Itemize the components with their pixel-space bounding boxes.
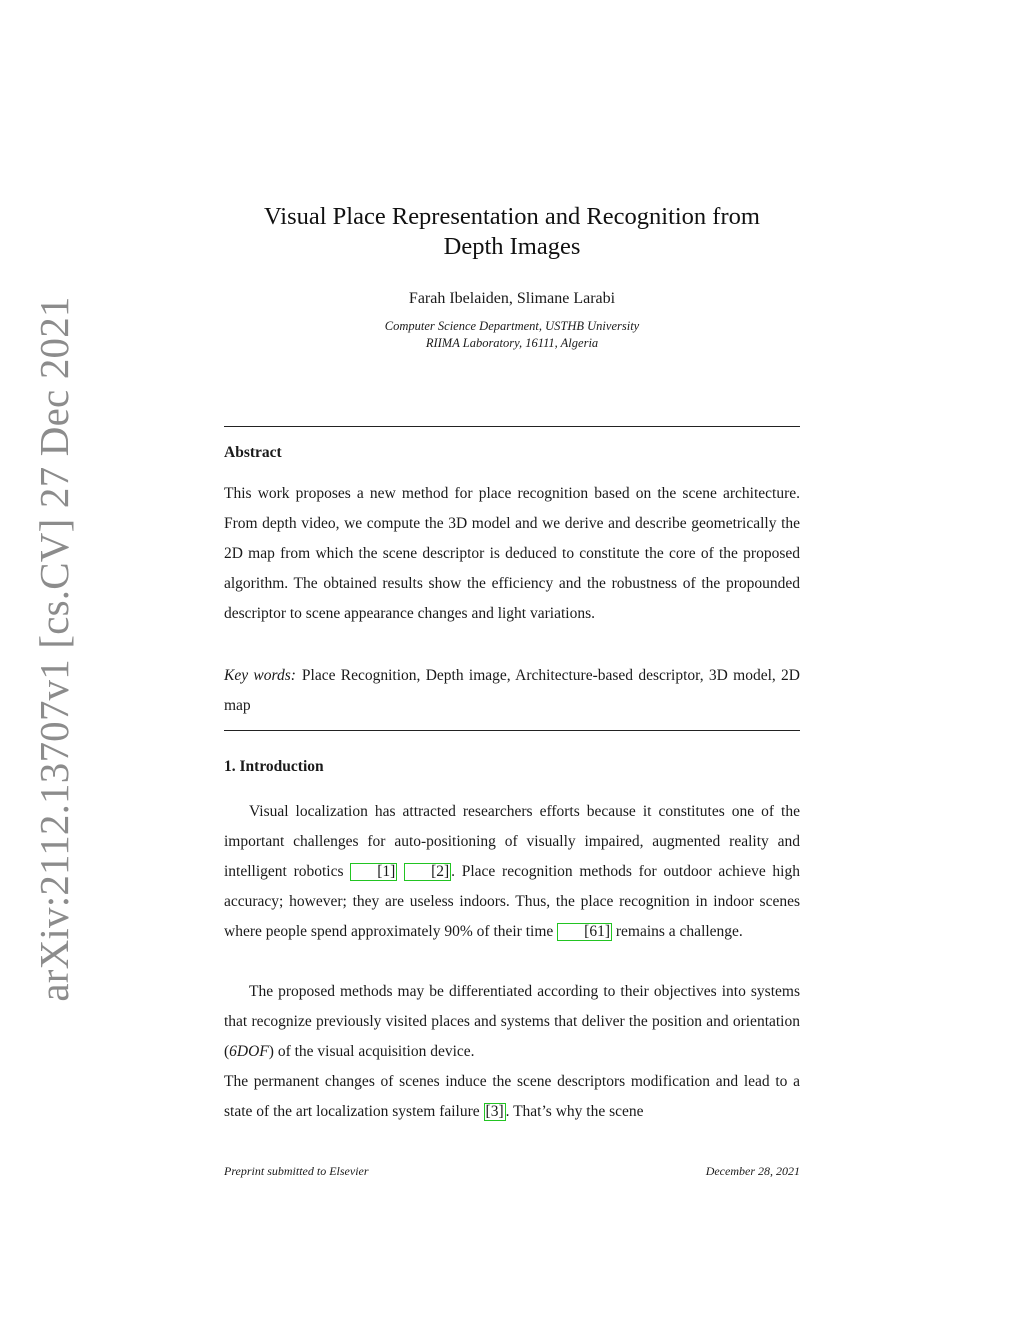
abstract-text: This work proposes a new method for place recognition based on the scene architecture. From depth video, we compute the 3D model and we derive and describe geometrically the 2D map from which the scene descriptor is deduced to constitute the core of the proposed algorithm. The obtained results show the efficiency and the robustness of the propounded descriptor to scene appearance changes and light variations. <box>224 485 800 622</box>
intro-p2-text-a: The proposed methods may be differentiated according to their objectives into systems that recognize previously visited places and systems that deliver the position and orientation ( <box>224 983 800 1060</box>
abstract-heading: Abstract <box>224 444 282 461</box>
intro-paragraph-1 <box>224 797 800 947</box>
footer-preprint-note: Preprint submitted to Elsevier <box>224 1164 369 1178</box>
abstract-top-rule <box>224 426 800 427</box>
intro-p1-text-d: remains a challenge. <box>611 923 743 940</box>
keywords-list: Place Recognition, Depth image, Architecture-based descriptor, 3D model, 2D map <box>224 667 801 714</box>
footer-date: December 28, 2021 <box>705 1164 800 1178</box>
intro-p1-text-b <box>397 863 404 880</box>
intro-paragraph-3 <box>224 1067 800 1127</box>
intro-p3-text-a: The permanent changes of scenes induce the scene descriptors modification and lead to a state of the art localization system failure <box>224 1073 800 1120</box>
arxiv-identifier-stamp <box>24 296 84 1002</box>
intro-paragraph-2 <box>224 977 800 1067</box>
citation-link[interactable]: [3] <box>485 1103 504 1120</box>
citation-link[interactable]: [1] <box>350 863 397 881</box>
keywords-label: Key words: <box>224 667 296 684</box>
title-line-2: Depth Images <box>443 233 581 260</box>
intro-p1-text-a: Visual localization has attracted researchers efforts because it constitutes one of the important challenges for auto-positioning of visually impaired, augmented reality and intelligent robotics <box>224 803 800 880</box>
intro-p1-text-c: . Place recognition methods for outdoor achieve high accuracy; however; they are useless indoors. Thus, the place recognition in indoor scenes where people spend approximately 90% of their time <box>224 863 800 940</box>
affiliation-line-2: RIIMA Laboratory, 16111, Algeria <box>425 336 599 350</box>
arxiv-id-text: arXiv:2112.13707v1 [cs.CV] 27 Dec 2021 <box>31 296 77 1002</box>
intro-p2-text-b: ) of the visual acquisition device. <box>268 1043 475 1060</box>
paper-title <box>224 202 800 262</box>
citation-link[interactable]: [61] <box>557 923 612 941</box>
affiliation-line-1: Computer Science Department, USTHB University <box>384 319 640 333</box>
citation-link[interactable]: [2] <box>404 863 451 881</box>
keywords <box>224 661 800 721</box>
title-line-1: Visual Place Representation and Recognition from <box>264 203 760 230</box>
introduction-heading: 1. Introduction <box>224 758 324 775</box>
math-6dof: 6DOF <box>229 1043 269 1060</box>
authors: Farah Ibelaiden, Slimane Larabi <box>408 290 616 307</box>
abstract-bottom-rule <box>224 730 800 731</box>
intro-p3-text-b: . That’s why the scene <box>505 1103 644 1120</box>
